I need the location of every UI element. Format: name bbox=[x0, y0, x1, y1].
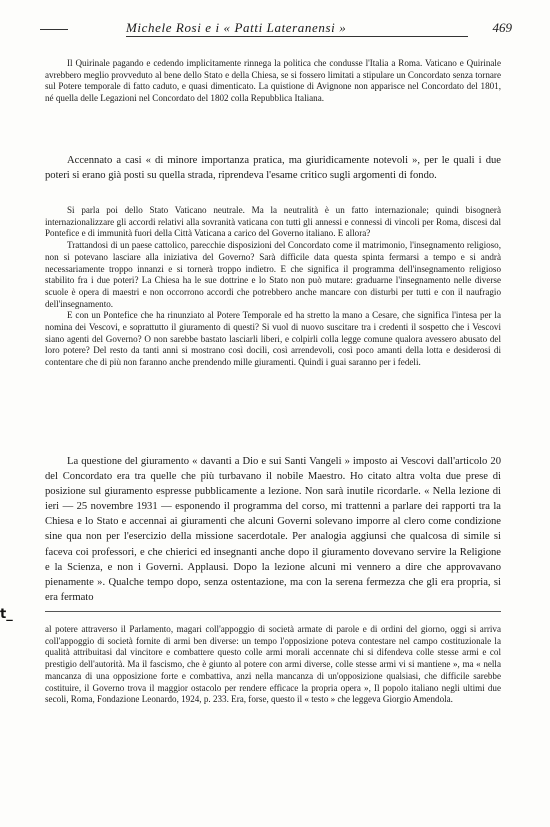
body-paragraph-accennato: Accennato a casi « di minore importanza pratica, ma giuridicamente notevoli », per le quali i due poteri si erano già posti su quella strada, riprendeva l'esame critico sugli argomenti di fondo. bbox=[45, 155, 501, 182]
quoted-paragraph-pontefice: E con un Pontefice che ha rinunziato al Potere Temporale ed ha stretto la mano a Cesare, che significa l'intesa per la nomina dei Vescovi, e soprattutto il giuramento di questi? Si vuol di nuovo suscitare tra i credenti il sospetto che i Vescovi siano agenti del Governo? O non sarebbe bastato lasciarli liberi, e colpirli colla legge comune qualora avessero abusato del loro potere? Del resto da tanti anni si mostrano così docili, così arrendevoli, così poco amanti della lotta e desiderosi di contentare che di più non faranno anche prendendo mille giuramenti. Quindi i guai saranno per i fedeli. bbox=[45, 310, 501, 368]
footnote-paragraph: al potere attraverso il Parlamento, magari coll'appoggio di società armate di parole e di ordini del giorno, oggi si arriva coll'appoggio di società fornite di armi ben diverse: un tempo l'opposizione poteva contestare nel campo costituzionale la qualità attribuitasi dal vincitore e combattere questo colle armi morali accennate chi si difendeva colle stesse armi e col prestigio dell'autorità. Ma il fascismo, che è giunto al potere con armi diverse, colle stesse armi vi si mantiene », ma « nella mancanza di una opposizione forte e combattiva, anzi nella mancanza di un'opposizione qualsiasi, che difficile sarebbe costituire, il Governo trova il maggior ostacolo per rendere efficace la propria opera », Il popolo italiano negli ultimi due secoli, Roma, Fondazione Leonardo, 1924, p. 233. Era, forse, questo il « testo » che leggeva Giorgio Amendola. bbox=[45, 624, 501, 705]
quoted-passage bbox=[45, 205, 501, 369]
margin-mark: t_ bbox=[0, 607, 13, 622]
footnote-divider bbox=[45, 611, 501, 612]
header-rule bbox=[126, 36, 468, 37]
running-title: Michele Rosi e i « Patti Lateranensi » bbox=[126, 20, 347, 35]
running-header bbox=[40, 20, 512, 38]
header-dash bbox=[40, 29, 68, 30]
quoted-paragraph-stato-vaticano: Si parla poi dello Stato Vaticano neutrale. Ma la neutralità è un fatto internazionale; quindi bisognerà internazionalizzare gli accordi relativi alla sovranità vaticana con tutti gli annessi e connessi di vincoli per Roma, discesi dal Pontefice e di immunità fuori della Città Vaticana a carico del Governo italiano. E allora? bbox=[45, 205, 501, 239]
quoted-paragraph-paese-cattolico: Trattandosi di un paese cattolico, parecchie disposizioni del Concordato come il matrimonio, l'insegnamento religioso, non si potevano lasciare alla iniziativa del Governo? Sarà difficile data questa spinta fermarsi a tempo e si andrà necessariamente troppo innanzi e si tornerà troppo indietro. E che significa il programma dell'insegnamento religioso stabilito fra i due poteri? La Chiesa ha le sue dottrine e lo Stato non può mutare: graduarne l'insegnamento nelle diverse scuole è opera di maestri e non occorrono accordi che potrebbero anche mancare con disturbi per tutti e con il naufragio dell'insegnamento. bbox=[45, 240, 501, 309]
page-number: 469 bbox=[492, 20, 512, 35]
quoted-paragraph-quirinale: Il Quirinale pagando e cedendo implicitamente rinnega la politica che condusse l'Italia a Roma. Vaticano e Quirinale avrebbero meglio provveduto al bene dello Stato e della Chiesa, se si fossero limitati a stipulare un Concordato senza tornare sul Potere temporale di fatto caduto, e quasi dimenticato. La quistione di Avignone non apparisce nel Concordato del 1801, né quella delle Legazioni nel Concordato del 1802 colla Repubblica Italiana. bbox=[45, 58, 501, 104]
body-paragraph-giuramento: La questione del giuramento « davanti a Dio e sui Santi Vangeli » imposto ai Vescovi dall'articolo 20 del Concordato era tra quelle che più turbavano il nobile Maestro. Ho citato altra volta due prese di posizione sul giuramento espresse pubblicamente a lezione. Non sarà inutile ricordarle. « Nella lezione di ieri — 25 novembre 1931 — esponendo il programma del corso, mi trattenni a parlare dei rapporti tra la Chiesa e lo Stato e accennai ai giuramenti che alcuni Governi solevano imporre al clero come condizione sine qua non per l'esercizio della missione sacerdotale. Per analogia aggiunsi che qualcosa di simile si faceva coi professori, e che chierici ed insegnanti anche dopo il giuramento dovevano servire la Religione e la Scienza, e non i Governi. Applausi. Dopo la lezione alcuni mi vennero a dire che approvavano pienamente ». Qualche tempo dopo, senza ostentazione, ma con la serena fermezza che gli era propria, si era fermato bbox=[45, 456, 501, 603]
